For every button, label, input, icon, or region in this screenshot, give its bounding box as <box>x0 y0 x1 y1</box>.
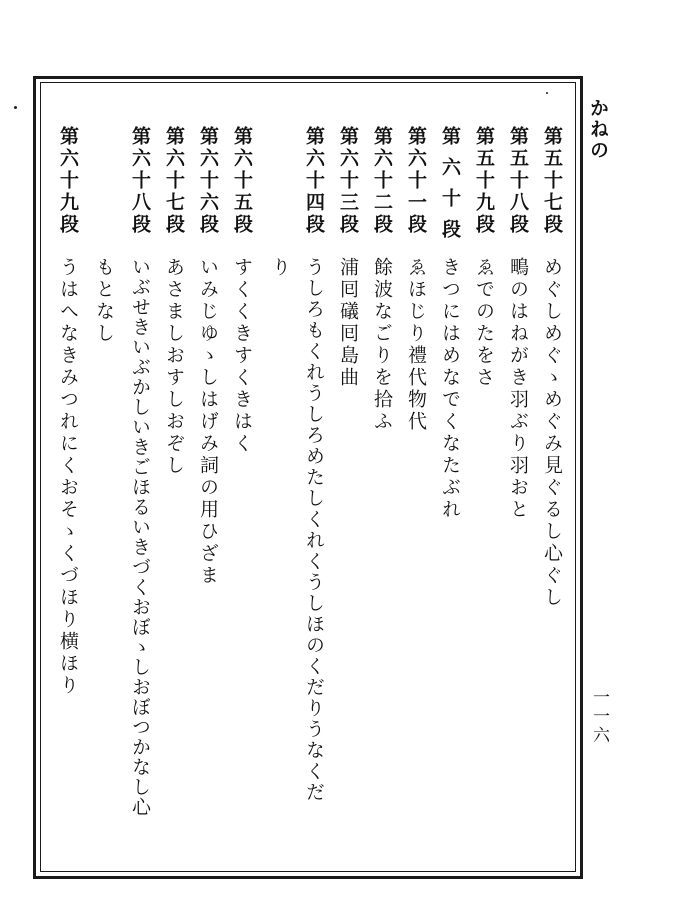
section-heading-57: 第五十七段 <box>541 126 563 236</box>
scan-speck <box>14 106 17 109</box>
section-text-60: きつにはめなでくなたぶれ <box>439 257 461 521</box>
section-heading-69: 第六十九段 <box>57 126 79 236</box>
section-text-66: いみじゆゝしはげみ詞の用ひざま <box>197 257 219 587</box>
section-heading-58: 第五十八段 <box>507 126 529 236</box>
section-text-67: あさましおすしおぞし <box>163 257 185 477</box>
section-text-65: すくくきすくきはく <box>231 257 253 455</box>
section-text-69: うはへなきみつれにくおそゝくづほり横ほり <box>57 257 79 697</box>
section-heading-67: 第六十七段 <box>163 126 185 236</box>
section-heading-65: 第六十五段 <box>231 126 253 236</box>
scan-speck <box>546 92 548 94</box>
section-heading-60: 第六十段 <box>439 126 461 250</box>
section-text-62: 餘波なごりを拾ふ <box>371 257 393 433</box>
section-text-58: 鴫のはねがき羽ぶり羽おと <box>507 257 529 521</box>
section-heading-59: 第五十九段 <box>473 126 495 236</box>
section-heading-66: 第六十六段 <box>197 126 219 236</box>
section-heading-61: 第六十一段 <box>405 126 427 236</box>
section-heading-63: 第六十三段 <box>337 126 359 236</box>
section-heading-62: 第六十二段 <box>371 126 393 236</box>
section-heading-68: 第六十八段 <box>129 126 151 236</box>
section-text-57: めぐしめぐゝめぐみ見ぐるし心ぐし <box>541 257 563 609</box>
section-text-63: 浦囘礒囘島曲 <box>337 257 359 389</box>
running-title: かねの <box>587 98 609 161</box>
section-text-68-continued: もとなし <box>93 257 115 345</box>
section-text-64-continued: り <box>269 257 291 279</box>
section-text-61: ゑほじり禮代物代 <box>405 257 427 433</box>
section-text-64: うしろもくれうしろめたしくれくうしほのくだりうなくだ <box>303 257 325 803</box>
section-text-59: ゑでのたをさ <box>473 257 495 389</box>
page-number: 一一六 <box>589 688 609 745</box>
section-text-68: いぶせきいぶかしいきごほるいきづくおぼゝしおぼつかなし心 <box>129 257 151 817</box>
section-heading-64: 第六十四段 <box>303 126 325 236</box>
